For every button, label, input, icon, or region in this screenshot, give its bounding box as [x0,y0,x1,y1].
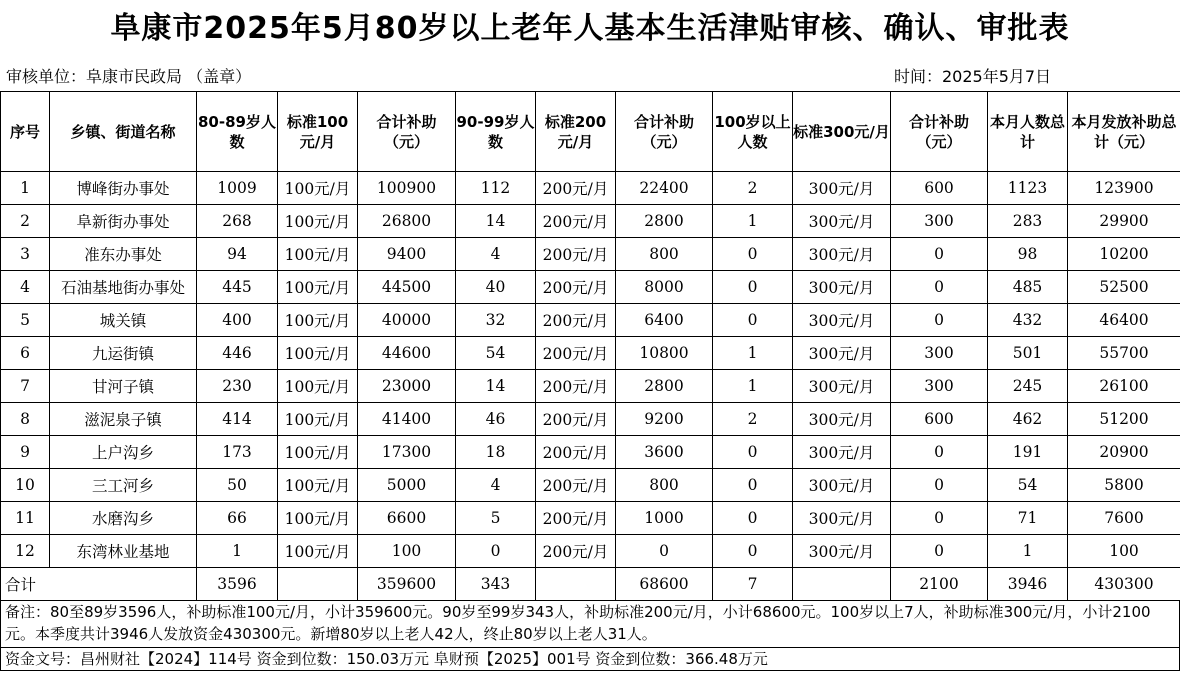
cell-rate-300: 300元/月 [793,238,891,271]
cell-subtotal-80-89: 6600 [358,502,456,535]
cell-index: 3 [1,238,50,271]
cell-month-people: 501 [988,337,1068,370]
cell-month-total: 51200 [1068,403,1180,436]
cell-count-80-89: 268 [197,205,278,238]
cell-count-90-99: 0 [456,535,536,568]
cell-subtotal-100-plus: 0 [891,436,988,469]
col-header-subtotal-90-99: 合计补助（元） [616,92,713,172]
allowance-table [0,91,1180,601]
cell-rate-200: 200元/月 [536,469,616,502]
cell-count-100-plus: 0 [713,271,793,304]
cell-town: 准东办事处 [50,238,197,271]
col-header-subtotal-100-plus: 合计补助（元） [891,92,988,172]
cell-count-100-plus: 2 [713,172,793,205]
cell-subtotal-100-plus: 0 [891,469,988,502]
cell-rate-200: 200元/月 [536,337,616,370]
cell-rate-100: 100元/月 [278,238,358,271]
cell-subtotal-90-99: 9200 [616,403,713,436]
cell-town: 九运街镇 [50,337,197,370]
total-month-total: 430300 [1068,568,1180,601]
cell-subtotal-90-99: 800 [616,238,713,271]
total-subtotal-100-plus: 2100 [891,568,988,601]
cell-count-80-89: 1 [197,535,278,568]
cell-rate-200: 200元/月 [536,205,616,238]
cell-month-people: 245 [988,370,1068,403]
cell-subtotal-90-99: 1000 [616,502,713,535]
cell-subtotal-80-89: 40000 [358,304,456,337]
total-month-people: 3946 [988,568,1068,601]
cell-town: 阜新街办事处 [50,205,197,238]
cell-index: 6 [1,337,50,370]
cell-rate-100: 100元/月 [278,271,358,304]
total-rate-200-empty [536,568,616,601]
cell-town: 城关镇 [50,304,197,337]
header-row [1,92,1180,172]
cell-subtotal-100-plus: 0 [891,535,988,568]
cell-index: 11 [1,502,50,535]
total-count-100-plus: 7 [713,568,793,601]
cell-rate-300: 300元/月 [793,337,891,370]
cell-index: 10 [1,469,50,502]
cell-rate-200: 200元/月 [536,403,616,436]
table-row [1,271,1180,304]
table-row [1,304,1180,337]
table-row [1,238,1180,271]
cell-month-people: 1123 [988,172,1068,205]
cell-rate-300: 300元/月 [793,370,891,403]
cell-rate-300: 300元/月 [793,469,891,502]
cell-count-80-89: 50 [197,469,278,502]
col-header-index: 序号 [1,92,50,172]
cell-count-90-99: 4 [456,238,536,271]
cell-count-80-89: 446 [197,337,278,370]
total-label: 合计 [1,568,197,601]
cell-subtotal-100-plus: 300 [891,205,988,238]
cell-subtotal-80-89: 100900 [358,172,456,205]
cell-index: 7 [1,370,50,403]
total-rate-100-empty [278,568,358,601]
cell-index: 4 [1,271,50,304]
cell-subtotal-100-plus: 600 [891,172,988,205]
cell-rate-100: 100元/月 [278,172,358,205]
total-row [1,568,1180,601]
review-date: 时间：2025年5月7日 [894,67,1052,86]
cell-count-80-89: 414 [197,403,278,436]
cell-subtotal-90-99: 10800 [616,337,713,370]
fund-reference-note: 资金文号：昌州财社【2024】114号 资金到位数：150.03万元 阜财预【2025】001号 资金到位数：366.48万元 [0,647,1180,671]
cell-count-100-plus: 0 [713,469,793,502]
cell-month-people: 485 [988,271,1068,304]
cell-subtotal-100-plus: 0 [891,304,988,337]
cell-count-100-plus: 0 [713,238,793,271]
cell-subtotal-100-plus: 300 [891,337,988,370]
col-header-count-100-plus: 100岁以上人数 [713,92,793,172]
cell-count-80-89: 66 [197,502,278,535]
cell-rate-300: 300元/月 [793,172,891,205]
cell-month-people: 98 [988,238,1068,271]
cell-count-80-89: 173 [197,436,278,469]
cell-subtotal-80-89: 9400 [358,238,456,271]
cell-rate-300: 300元/月 [793,205,891,238]
cell-rate-300: 300元/月 [793,535,891,568]
table-row [1,337,1180,370]
cell-month-people: 191 [988,436,1068,469]
cell-rate-300: 300元/月 [793,502,891,535]
review-unit: 审核单位：阜康市民政局 （盖章） [6,67,252,86]
cell-rate-100: 100元/月 [278,205,358,238]
cell-index: 2 [1,205,50,238]
cell-town: 甘河子镇 [50,370,197,403]
cell-month-people: 283 [988,205,1068,238]
cell-month-people: 462 [988,403,1068,436]
cell-count-80-89: 230 [197,370,278,403]
cell-index: 5 [1,304,50,337]
cell-count-80-89: 445 [197,271,278,304]
cell-subtotal-100-plus: 600 [891,403,988,436]
cell-month-total: 100 [1068,535,1180,568]
cell-rate-300: 300元/月 [793,271,891,304]
cell-town: 上户沟乡 [50,436,197,469]
total-rate-300-empty [793,568,891,601]
cell-count-100-plus: 0 [713,436,793,469]
cell-month-total: 123900 [1068,172,1180,205]
cell-subtotal-80-89: 100 [358,535,456,568]
table-row [1,502,1180,535]
cell-rate-100: 100元/月 [278,436,358,469]
cell-month-total: 29900 [1068,205,1180,238]
col-header-subtotal-80-89: 合计补助（元） [358,92,456,172]
cell-town: 博峰街办事处 [50,172,197,205]
cell-subtotal-90-99: 0 [616,535,713,568]
col-header-rate-200: 标准200元/月 [536,92,616,172]
col-header-town: 乡镇、街道名称 [50,92,197,172]
cell-count-80-89: 400 [197,304,278,337]
cell-subtotal-90-99: 8000 [616,271,713,304]
cell-town: 水磨沟乡 [50,502,197,535]
cell-subtotal-90-99: 22400 [616,172,713,205]
cell-count-100-plus: 1 [713,337,793,370]
cell-count-100-plus: 0 [713,304,793,337]
cell-month-total: 10200 [1068,238,1180,271]
cell-subtotal-90-99: 3600 [616,436,713,469]
cell-count-90-99: 4 [456,469,536,502]
cell-subtotal-100-plus: 300 [891,370,988,403]
cell-rate-100: 100元/月 [278,337,358,370]
cell-town: 滋泥泉子镇 [50,403,197,436]
cell-subtotal-80-89: 44600 [358,337,456,370]
cell-count-100-plus: 1 [713,370,793,403]
cell-subtotal-80-89: 41400 [358,403,456,436]
total-subtotal-90-99: 68600 [616,568,713,601]
col-header-count-90-99: 90-99岁人数 [456,92,536,172]
col-header-rate-300: 标准300元/月 [793,92,891,172]
cell-month-total: 5800 [1068,469,1180,502]
cell-month-total: 26100 [1068,370,1180,403]
cell-subtotal-80-89: 17300 [358,436,456,469]
cell-rate-300: 300元/月 [793,403,891,436]
cell-month-people: 432 [988,304,1068,337]
col-header-count-80-89: 80-89岁人数 [197,92,278,172]
cell-index: 8 [1,403,50,436]
cell-index: 9 [1,436,50,469]
remarks-note: 备注：80至89岁3596人，补助标准100元/月，小计359600元。90岁至99岁343人，补助标准200元/月，小计68600元。100岁以上7人，补助标准300元/月，小计2100元。本季度共计3946人发放资金430300元。新增80岁以上老人42人，终止80岁以上老人31人。 [0,601,1180,647]
cell-month-total: 55700 [1068,337,1180,370]
cell-rate-200: 200元/月 [536,502,616,535]
cell-rate-100: 100元/月 [278,469,358,502]
cell-count-90-99: 46 [456,403,536,436]
cell-subtotal-90-99: 2800 [616,370,713,403]
table-row [1,370,1180,403]
cell-rate-100: 100元/月 [278,304,358,337]
cell-count-80-89: 1009 [197,172,278,205]
cell-subtotal-80-89: 23000 [358,370,456,403]
cell-rate-200: 200元/月 [536,238,616,271]
cell-month-people: 1 [988,535,1068,568]
cell-month-people: 71 [988,502,1068,535]
cell-rate-100: 100元/月 [278,370,358,403]
cell-rate-200: 200元/月 [536,271,616,304]
table-row [1,469,1180,502]
cell-rate-300: 300元/月 [793,304,891,337]
cell-town: 三工河乡 [50,469,197,502]
cell-rate-300: 300元/月 [793,436,891,469]
cell-rate-200: 200元/月 [536,370,616,403]
cell-count-90-99: 18 [456,436,536,469]
table-row [1,403,1180,436]
cell-count-90-99: 14 [456,370,536,403]
cell-subtotal-90-99: 2800 [616,205,713,238]
table-row [1,436,1180,469]
cell-count-100-plus: 1 [713,205,793,238]
cell-subtotal-80-89: 26800 [358,205,456,238]
table-row [1,172,1180,205]
total-count-90-99: 343 [456,568,536,601]
cell-rate-200: 200元/月 [536,535,616,568]
col-header-month-people: 本月人数总计 [988,92,1068,172]
cell-month-total: 7600 [1068,502,1180,535]
cell-town: 东湾林业基地 [50,535,197,568]
cell-month-total: 20900 [1068,436,1180,469]
cell-rate-100: 100元/月 [278,403,358,436]
cell-subtotal-100-plus: 0 [891,238,988,271]
cell-count-90-99: 40 [456,271,536,304]
cell-subtotal-90-99: 800 [616,469,713,502]
cell-index: 1 [1,172,50,205]
cell-count-90-99: 32 [456,304,536,337]
cell-index: 12 [1,535,50,568]
col-header-rate-100: 标准100元/月 [278,92,358,172]
table-row [1,535,1180,568]
cell-town: 石油基地街办事处 [50,271,197,304]
cell-rate-200: 200元/月 [536,172,616,205]
total-subtotal-80-89: 359600 [358,568,456,601]
cell-rate-200: 200元/月 [536,304,616,337]
cell-subtotal-80-89: 5000 [358,469,456,502]
table-row [1,205,1180,238]
cell-count-100-plus: 0 [713,535,793,568]
cell-count-90-99: 5 [456,502,536,535]
cell-month-total: 46400 [1068,304,1180,337]
cell-count-100-plus: 2 [713,403,793,436]
cell-subtotal-90-99: 6400 [616,304,713,337]
cell-month-total: 52500 [1068,271,1180,304]
cell-rate-100: 100元/月 [278,535,358,568]
cell-subtotal-100-plus: 0 [891,502,988,535]
cell-rate-200: 200元/月 [536,436,616,469]
cell-subtotal-80-89: 44500 [358,271,456,304]
cell-count-80-89: 94 [197,238,278,271]
meta-line [0,58,1180,91]
cell-count-100-plus: 0 [713,502,793,535]
col-header-month-total: 本月发放补助总计（元） [1068,92,1180,172]
cell-count-90-99: 54 [456,337,536,370]
cell-month-people: 54 [988,469,1068,502]
cell-subtotal-100-plus: 0 [891,271,988,304]
cell-count-90-99: 14 [456,205,536,238]
cell-count-90-99: 112 [456,172,536,205]
cell-rate-100: 100元/月 [278,502,358,535]
page-title: 阜康市2025年5月80岁以上老年人基本生活津贴审核、确认、审批表 [110,11,1070,46]
total-count-80-89: 3596 [197,568,278,601]
